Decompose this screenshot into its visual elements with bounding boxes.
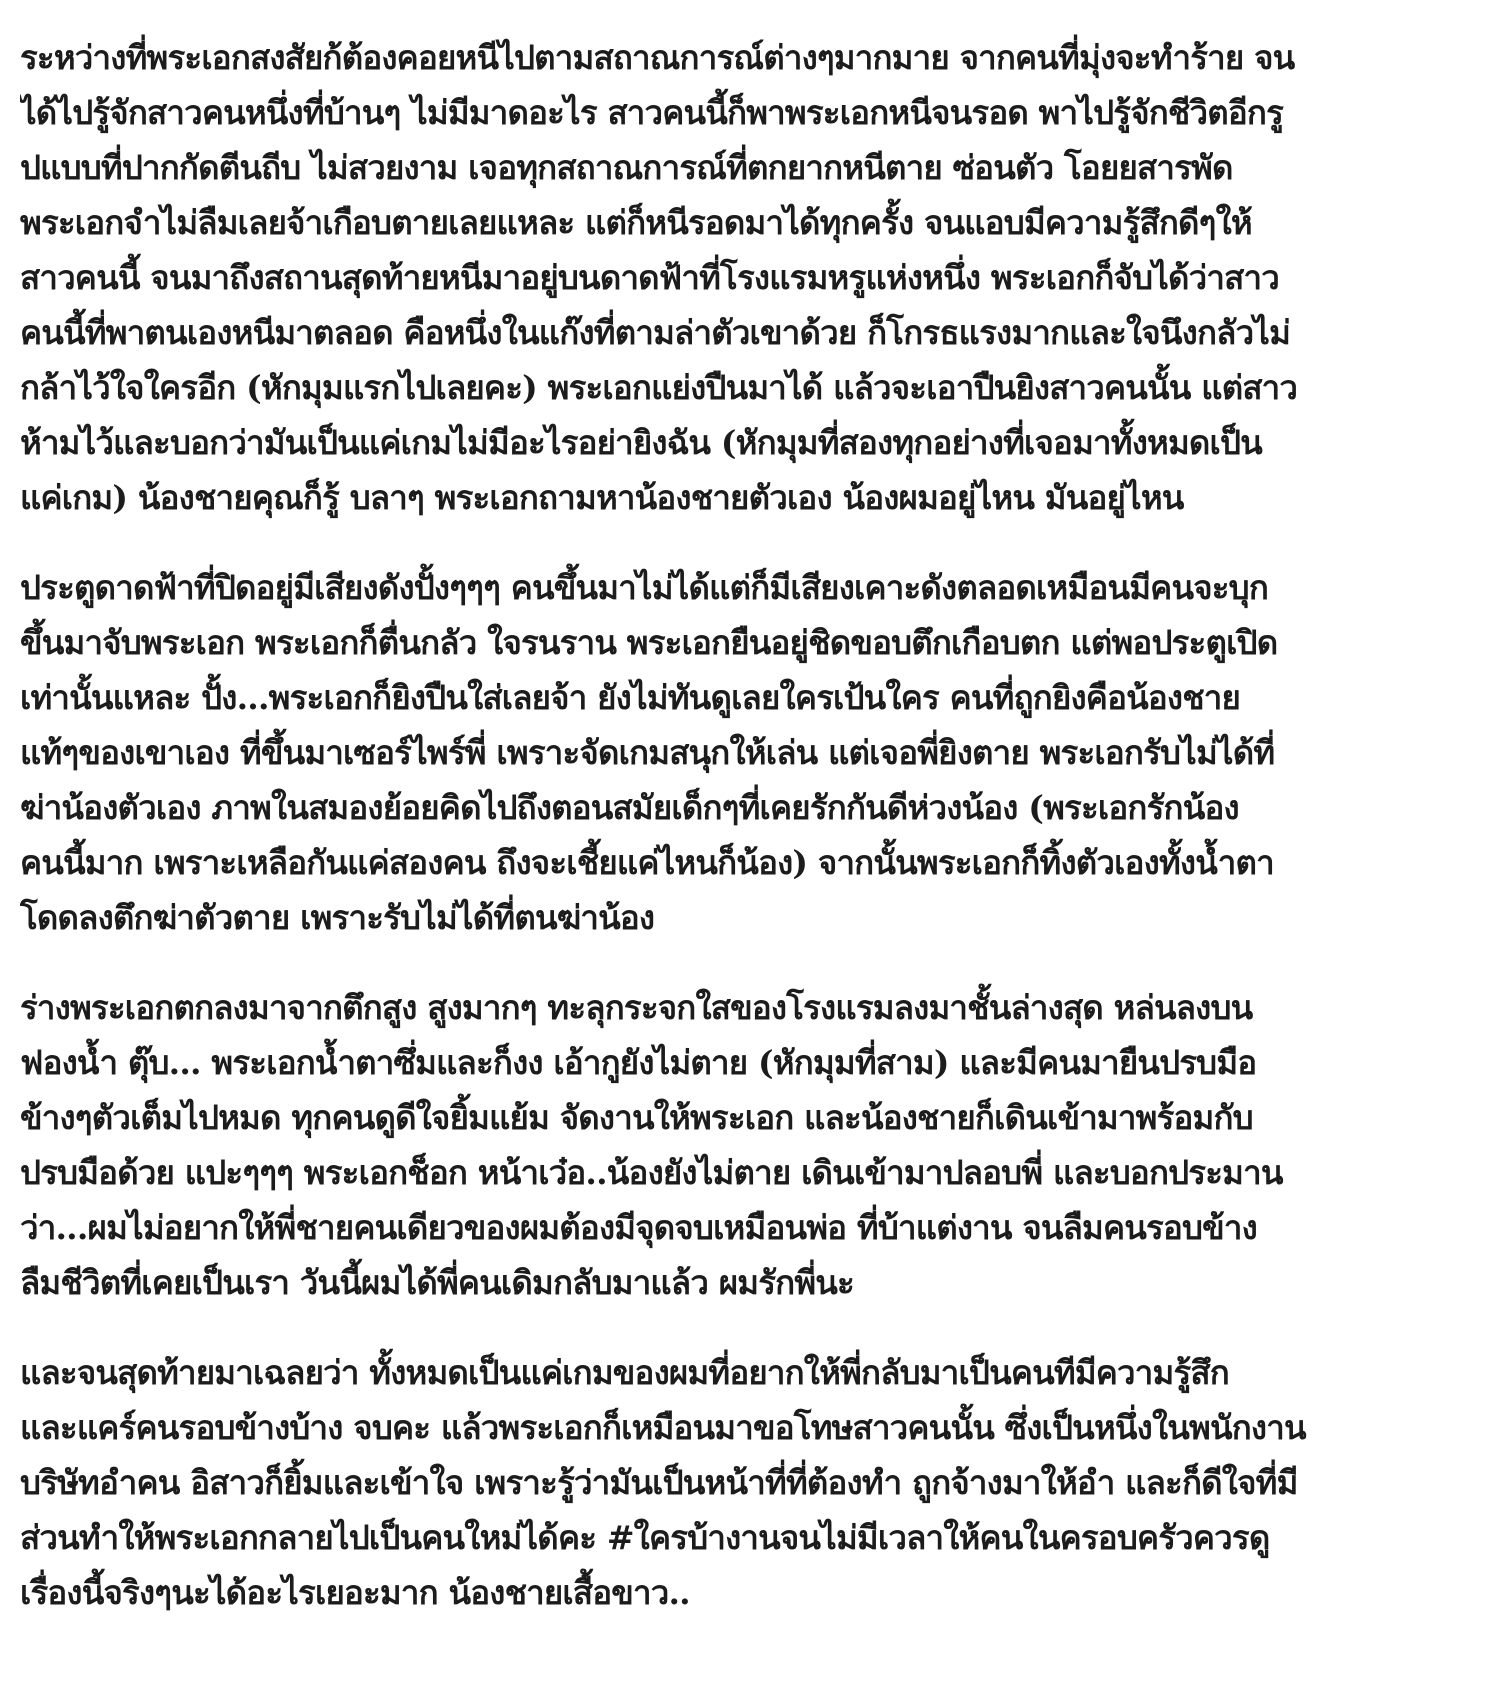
paragraph-line: คนนี้มาก เพราะเหลือกันแค่สองคน ถึงจะเชี้ยแค่ไหนก็น้อง) จากนั้นพระเอกก็ทิ้งตัวเองทั้งน้ำตา xyxy=(20,843,1274,882)
paragraph-line: เท่านั้นแหละ ปั้ง...พระเอกก็ยิงปืนใส่เลยจ้า ยังไม่ทันดูเลยใครเป้นใคร คนที่ถูกยิงคือน้องชาย xyxy=(20,678,1241,717)
paragraph-line: คนนี้ที่พาตนเองหนีมาตลอด คือหนึ่งในแก๊งที่ตามล่าตัวเขาด้วย ก็โกรธแรงมากและใจนึงกลัวไม่ xyxy=(20,313,1291,352)
paragraph-line: เรื่องนี้จริงๆนะได้อะไรเยอะมาก น้องชายเสื้อขาว.. xyxy=(20,1573,690,1612)
paragraph-line: ระหว่างที่พระเอกสงสัยก้ต้องคอยหนีไปตามสถาณการณ์ต่างๆมากมาย จากคนที่มุ่งจะทำร้าย จน xyxy=(20,38,1295,77)
paragraph-line: ส่วนทำให้พระเอกกลายไปเป็นคนใหม่ได้คะ #ใครบ้างานจนไม่มีเวลาให้คนในครอบครัวควรดู xyxy=(20,1518,1270,1557)
paragraph-line: และจนสุดท้ายมาเฉลยว่า ทั้งหมดเป็นแค่เกมของผมที่อยากให้พี่กลับมาเป็นคนทีมีความรู้สึก xyxy=(20,1353,1229,1392)
paragraph-line: กล้าไว้ใจใครอีก (หักมุมแรกไปเลยคะ) พระเอกแย่งปืนมาได้ แล้วจะเอาปืนยิงสาวคนนั้น แต่สาว xyxy=(20,368,1298,407)
paragraph-line: พระเอกจำไม่ลืมเลยจ้าเกือบตายเลยแหละ แต่ก็หนีรอดมาได้ทุกครั้ง จนแอบมีความรู้สึกดีๆให้ xyxy=(20,203,1252,242)
review-text xyxy=(20,30,1482,1620)
paragraph-line: สาวคนนี้ จนมาถึงสถานสุดท้ายหนีมาอยู่บนดาดฟ้าที่โรงแรมหรูแห่งหนึ่ง พระเอกก็จับได้ว่าสาว xyxy=(20,258,1279,297)
paragraph-line: ข้างๆตัวเต็มไปหมด ทุกคนดูดีใจยิ้มแย้ม จัดงานให้พระเอก และน้องชายก็เดินเข้ามาพร้อมกับ xyxy=(20,1098,1253,1137)
paragraph-line: แค่เกม) น้องชายคุณก็รู้ บลาๆ พระเอกถามหาน้องชายตัวเอง น้องผมอยู่ไหน มันอยู่ไหน xyxy=(20,478,1184,517)
paragraph-line: ฟองน้ำ ตุ๊บ... พระเอกน้ำตาซึ่มและก็งง เอ้ากูยังไม่ตาย (หักมุมที่สาม) และมีคนมายืนปรบมือ xyxy=(20,1043,1257,1082)
paragraph-line: ห้ามไว้และบอกว่ามันเป็นแค่เกมไม่มีอะไรอย่ายิงฉัน (หักมุมที่สองทุกอย่างที่เจอมาทั้งหมดเป็น xyxy=(20,423,1262,462)
paragraph-line: ลืมชีวิตที่เคยเป็นเรา วันนี้ผมได้พี่คนเดิมกลับมาแล้ว ผมรักพี่นะ xyxy=(20,1263,854,1302)
paragraph-line: ร่างพระเอกตกลงมาจากตึกสูง สูงมากๆ ทะลุกระจกใสของโรงแรมลงมาชั้นล่างสุด หล่นลงบน xyxy=(20,988,1253,1027)
paragraph-line: ขึ้นมาจับพระเอก พระเอกก็ตื่นกลัว ใจรนราน พระเอกยืนอยู่ชิดขอบตึกเกือบตก แต่พอประตูเปิด xyxy=(20,623,1278,662)
paragraph-line: ว่า...ผมไม่อยากให้พี่ชายคนเดียวของผมต้องมีจุดจบเหมือนพ่อ ที่บ้าแต่งาน จนลืมคนรอบข้าง xyxy=(20,1208,1257,1247)
paragraph-4 xyxy=(20,1345,1482,1620)
paragraph-spacer xyxy=(20,525,1482,560)
paragraph-line: ปแบบที่ปากกัดตีนถีบ ไม่สวยงาม เจอทุกสถาณการณ์ที่ตกยากหนีตาย ซ่อนตัว โอยยสารพัด xyxy=(20,148,1233,187)
paragraph-line: โดดลงตึกฆ่าตัวตาย เพราะรับไม่ได้ที่ตนฆ่าน้อง xyxy=(20,898,655,937)
paragraph-spacer xyxy=(20,1310,1482,1345)
paragraph-1 xyxy=(20,30,1482,525)
paragraph-2 xyxy=(20,560,1482,945)
paragraph-3 xyxy=(20,980,1482,1310)
paragraph-spacer xyxy=(20,945,1482,980)
paragraph-line: แท้ๆของเขาเอง ที่ขึ้นมาเซอร์ไพร์พี่ เพราะจัดเกมสนุกให้เล่น แต่เจอพี่ยิงตาย พระเอกรับไม่ได้ที่ xyxy=(20,733,1275,772)
paragraph-line: ได้ไปรู้จักสาวคนหนึ่งที่บ้านๆ ไม่มีมาดอะไร สาวคนนี้ก็พาพระเอกหนีจนรอด พาไปรู้จักชีวิตอีกรู xyxy=(20,93,1284,132)
paragraph-line: และแคร์คนรอบข้างบ้าง จบคะ แล้วพระเอกก็เหมือนมาขอโทษสาวคนนั้น ซึ่งเป็นหนึ่งในพนักงาน xyxy=(20,1408,1306,1447)
paragraph-line: ปรบมือด้วย แปะๆๆๆ พระเอกช็อก หน้าเว๋อ..น้องยังไม่ตาย เดินเข้ามาปลอบพี่ และบอกประมาน xyxy=(20,1153,1283,1192)
paragraph-line: ฆ่าน้องตัวเอง ภาพในสมองย้อยคิดไปถึงตอนสมัยเด็กๆที่เคยรักกันดีห่วงน้อง (พระเอกรักน้อง xyxy=(20,788,1239,827)
paragraph-line: ประตูดาดฟ้าที่ปิดอยู่มีเสียงดังปั้งๆๆๆ คนขึ้นมาไม่ได้แต่ก็มีเสียงเคาะดังตลอดเหมือนมีคนจะบุก xyxy=(20,568,1268,607)
paragraph-line: บริษัทอำคน อิสาวก็ยิ้มและเข้าใจ เพราะรู้ว่ามันเป็นหน้าที่ที่ต้องทำ ถูกจ้างมาให้อำ และก็ดีใจที่มี xyxy=(20,1463,1298,1502)
